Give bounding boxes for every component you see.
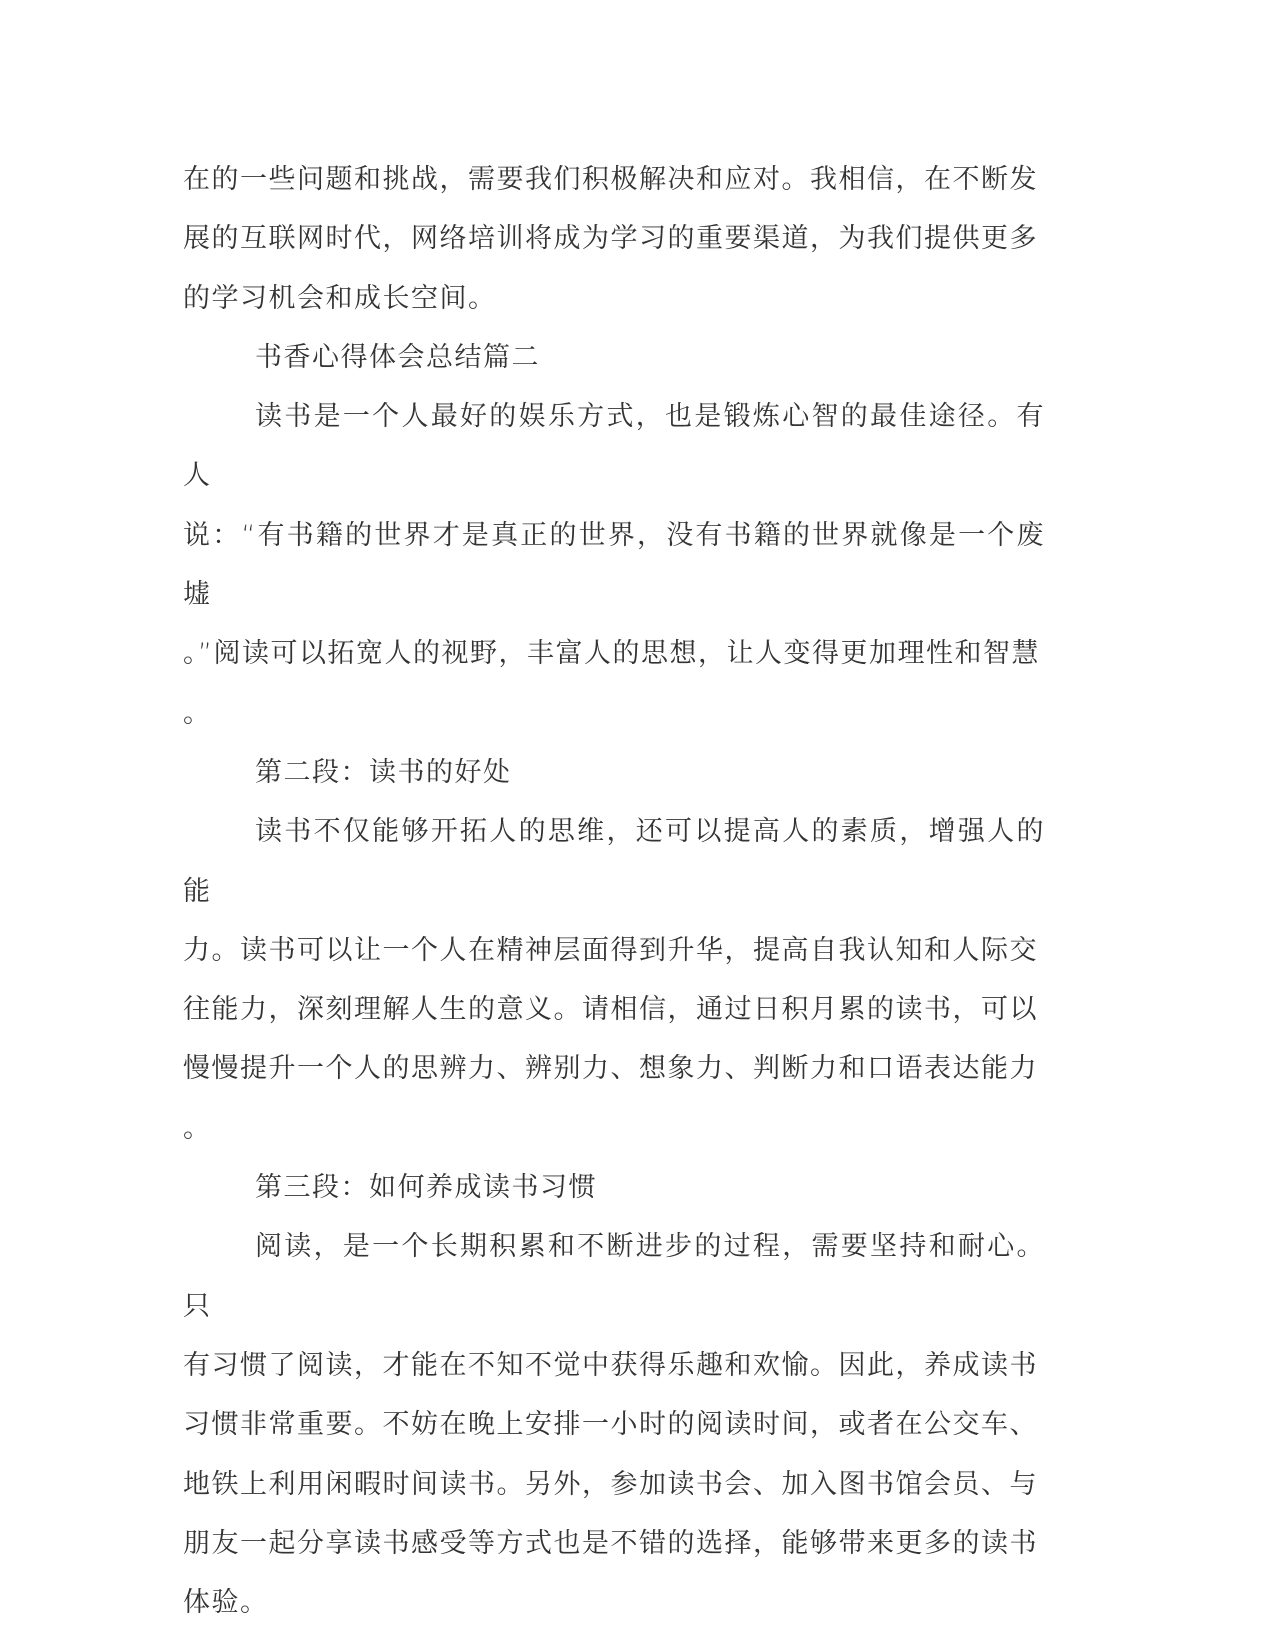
text-line: 习惯非常重要。不妨在晚上安排一小时的阅读时间，或者在公交车、 [183, 1409, 1038, 1441]
text-line: 地铁上利用闲暇时间读书。另外，参加读书会、加入图书馆会员、与 [183, 1468, 1038, 1500]
text-line: 力。读书可以让一个人在精神层面得到升华，提高自我认知和人际交 [183, 934, 1038, 966]
text-line: 的学习机会和成长空间。 [183, 282, 497, 314]
paragraph-section2 [183, 802, 1045, 1158]
text-line: 。 [183, 697, 212, 729]
paragraph-section3 [183, 1217, 1045, 1632]
text-line: 展的互联网时代，网络培训将成为学习的重要渠道，为我们提供更多 [183, 223, 1038, 255]
text-line: 说：“有书籍的世界才是真正的世界，没有书籍的世界就像是一个废墟 [183, 519, 1045, 611]
section3-heading [183, 1158, 1045, 1217]
paragraph-intro [183, 387, 1045, 743]
text-line: 第二段：读书的好处 [255, 756, 512, 788]
text-line: 书香心得体会总结篇二 [255, 341, 540, 373]
text-line: 朋友一起分享读书感受等方式也是不错的选择，能够带来更多的读书 [183, 1527, 1038, 1559]
text-line: 。”阅读可以拓宽人的视野，丰富人的思想，让人变得更加理性和智慧 [183, 638, 1040, 670]
text-line: 。 [183, 1112, 212, 1144]
text-line: 慢慢提升一个人的思辨力、辨别力、想象力、判断力和口语表达能力 [183, 1053, 1038, 1085]
section-title [183, 328, 1045, 387]
text-line: 体验。 [183, 1587, 269, 1619]
text-line: 往能力，深刻理解人生的意义。请相信，通过日积月累的读书，可以 [183, 994, 1038, 1026]
text-line: 有习惯了阅读，才能在不知不觉中获得乐趣和欢愉。因此，养成读书 [183, 1349, 1038, 1381]
text-line: 读书是一个人最好的娱乐方式，也是锻炼心智的最佳途径。有人 [183, 401, 1045, 492]
text-line: 读书不仅能够开拓人的思维，还可以提高人的素质，增强人的能 [183, 816, 1045, 907]
text-line: 在的一些问题和挑战，需要我们积极解决和应对。我相信，在不断发 [183, 164, 1038, 195]
section2-heading [183, 743, 1045, 802]
paragraph-continuation [183, 150, 1045, 328]
text-line: 阅读，是一个长期积累和不断进步的过程，需要坚持和耐心。只 [183, 1231, 1045, 1322]
document-body [183, 150, 1045, 1632]
text-line: 第三段：如何养成读书习惯 [255, 1172, 597, 1204]
